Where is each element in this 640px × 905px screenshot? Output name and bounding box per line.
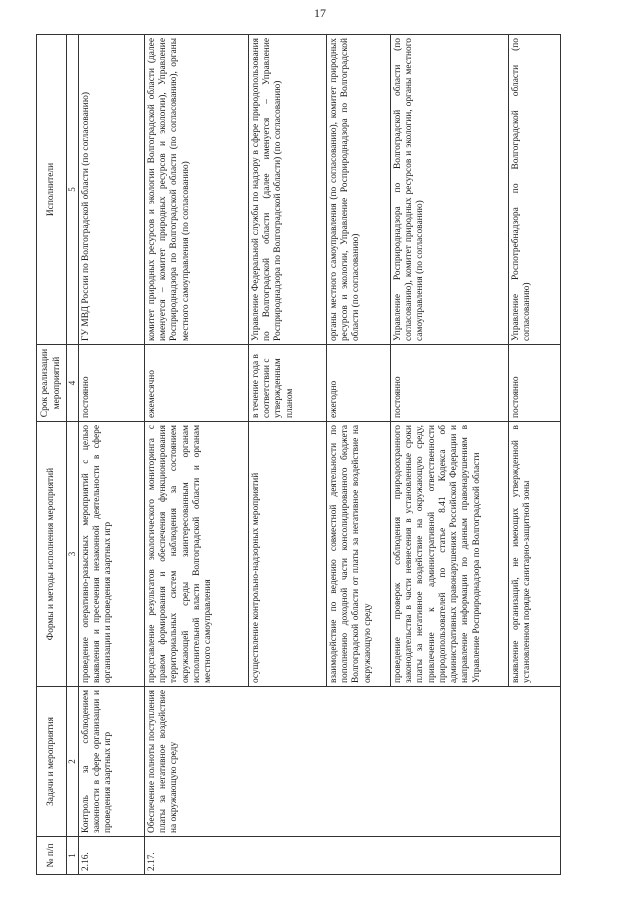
header-term: Срок реализации мероприятий <box>37 345 67 422</box>
row-num: 2.17. <box>144 837 560 875</box>
page-number: 17 <box>314 6 326 20</box>
row-executor: Управление Росприроднадзора по Волгоградской области (по согласованию), комитет природных ресурсов и экологии, органы местного самоуправления (по согласованию) <box>390 35 508 345</box>
row-num: 2.16. <box>78 837 144 875</box>
header-form: Формы и методы исполнения мероприятий <box>37 422 67 687</box>
row-form: проведение проверок соблюдения природоохранного законодательства в части невнесения в установленные сроки платы за негативное воздействие на окружающую среду, привлечение к административной ответственности природопользователей по статье 8.41 Кодекса об административных правонарушениях Российской Федерации и направление информации по данным правонарушениям в Управление Росприроднадзора по Волгоградской области <box>390 422 508 687</box>
row-form: взаимодействие по ведению совместной деятельности по пополнению доходной части консолидированного бюджета Волгоградской области от платы за негативное воздействие на окружающую среду <box>326 422 390 687</box>
column-number: 4 <box>67 345 79 422</box>
rotated-page <box>36 35 596 875</box>
header-row <box>37 35 67 875</box>
measures-table <box>36 34 561 875</box>
row-executor: Управление Федеральной службы по надзору в сфере природопользования по Волгоградской области (далее именуется – Управление Росприроднадзора по Волгоградской области) (по согласованию) <box>248 35 326 345</box>
row-term: в течение года в соответствии с утвержденным планом <box>248 345 326 422</box>
row-term: постоянно <box>390 345 508 422</box>
row-executor: Управление Роспотребнадзора по Волгоградской области (по согласованию) <box>508 35 560 345</box>
column-number: 1 <box>67 837 79 875</box>
header-num: № п/п <box>37 837 67 875</box>
column-number: 3 <box>67 422 79 687</box>
column-number: 2 <box>67 687 79 837</box>
row-term: ежемесячно <box>144 345 248 422</box>
table-row <box>78 35 144 875</box>
column-number: 5 <box>67 35 79 345</box>
row-task: Контроль за соблюдением законности в сфере организации и проведения азартных игр <box>78 687 144 837</box>
row-form: проведение оперативно-разыскных мероприятий с целью выявления и пресечения незаконной деятельности в сфере организации и проведения азартных игр <box>78 422 144 687</box>
row-executor: органы местного самоуправления (по согласованию), комитет природных ресурсов и экологии, Управление Росприроднадзора по Волгоградской области (по согласованию) <box>326 35 390 345</box>
row-executor: ГУ МВД России по Волгоградской области (по согласованию) <box>78 35 144 345</box>
header-task: Задачи и мероприятия <box>37 687 67 837</box>
column-numbers-row <box>67 35 79 875</box>
row-executor: комитет природных ресурсов и экологии Волгоградской области (далее именуется – комитет природных ресурсов и экологии), Управление Росприроднадзора по Волгоградской области (по согласованию), органы местного самоуправления (по согласованию) <box>144 35 248 345</box>
row-form: осуществление контрольно-надзорных мероприятий <box>248 422 326 687</box>
row-form: выявление организаций, не имеющих утвержденной в установленном порядке санитарно-защитной зоны <box>508 422 560 687</box>
row-term: ежегодно <box>326 345 390 422</box>
row-form: представление результатов экологического мониторинга с правом формирования и обеспечения функционирования территориальных систем наблюдения за состоянием окружающей среды заинтересованным органам исполнительной власти Волгоградской области и органам местного самоуправления <box>144 422 248 687</box>
header-executor: Исполнители <box>37 35 67 345</box>
row-task: Обеспечение полноты поступления платы за негативное воздействие на окружающую среду <box>144 687 560 837</box>
table-row <box>144 35 248 875</box>
row-term: постоянно <box>508 345 560 422</box>
row-term: постоянно <box>78 345 144 422</box>
